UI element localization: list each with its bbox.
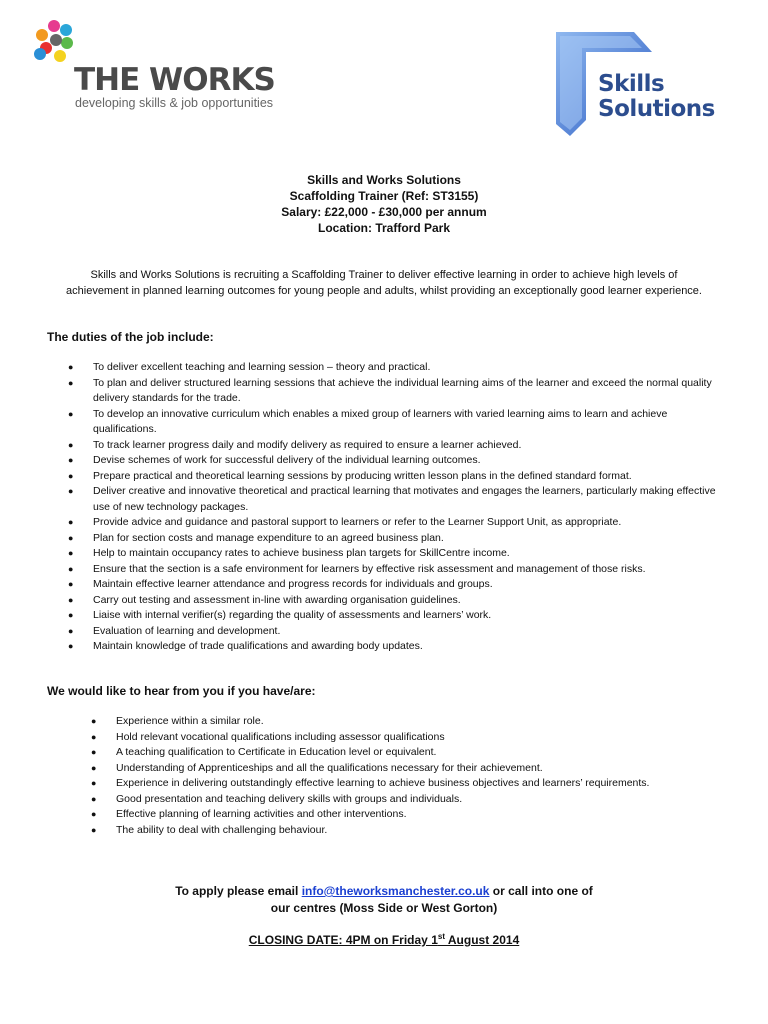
apply-suffix: or call into one of xyxy=(489,884,593,898)
skills-logo-text xyxy=(598,72,715,122)
list-item-text: Understanding of Apprenticeships and all the qualifications necessary for their achievement. xyxy=(116,761,543,774)
bullet-icon: ● xyxy=(68,455,74,465)
apply-instructions xyxy=(0,883,768,917)
intro-paragraph: Skills and Works Solutions is recruiting a Scaffolding Trainer to deliver effective learning in order to achieve high levels of achievement in planned learning outcomes for young people and adults, whilst providing an exceptionally good learner experience. xyxy=(66,269,702,297)
bullet-icon: ● xyxy=(91,716,97,726)
list-item-text: Experience in delivering outstandingly effective learning to achieve business objectives and learners’ requirements. xyxy=(116,777,650,789)
list-item xyxy=(91,776,736,792)
apply-email-link[interactable]: info@theworksmanchester.co.uk xyxy=(301,884,490,898)
list-item-text: Prepare practical and theoretical learning sessions by producing written lesson plans in the defined standard format. xyxy=(93,469,632,482)
list-item-text: Experience within a similar role. xyxy=(116,715,264,727)
list-item-text: The ability to deal with challenging behaviour. xyxy=(116,823,328,836)
list-item-text: Carry out testing and assessment in-line with awarding organisation guidelines. xyxy=(93,593,461,606)
bullet-icon: ● xyxy=(68,548,74,558)
list-item-text: To plan and deliver structured learning sessions that achieve the individual learning aims of the learner and exceed the normal quality delivery standards for the trade. xyxy=(93,376,712,404)
duties-list xyxy=(68,360,733,655)
logo-dot-icon xyxy=(61,37,73,49)
logo-dot-icon xyxy=(60,24,72,36)
bullet-icon: ● xyxy=(68,470,74,481)
skills-logo-line1: Skills xyxy=(598,71,665,97)
list-item-text: A teaching qualification to Certificate in Education level or equivalent. xyxy=(116,746,437,758)
list-item xyxy=(68,453,733,469)
logo-dot-icon xyxy=(36,29,48,41)
requirements-heading: We would like to hear from you if you have/are: xyxy=(47,684,316,698)
bullet-icon: ● xyxy=(68,625,74,636)
logo-dot-icon xyxy=(48,20,60,32)
closing-sup: st xyxy=(437,932,445,941)
list-item xyxy=(91,807,736,823)
list-item xyxy=(68,608,733,624)
list-item xyxy=(68,484,733,515)
list-item-text: Help to maintain occupancy rates to achieve business plan targets for SkillCentre income. xyxy=(93,547,510,559)
list-item-text: Liaise with internal verifier(s) regarding the quality of assessments and learners’ work. xyxy=(93,609,492,621)
salary: Salary: £22,000 - £30,000 per annum xyxy=(281,205,487,219)
list-item-text: Deliver creative and innovative theoretical and practical learning that motivates and engages the learners, particularly making effective use of new technology packages. xyxy=(93,485,716,513)
list-item xyxy=(68,546,733,562)
logo-dot-icon xyxy=(50,34,62,46)
bullet-icon: ● xyxy=(68,362,74,372)
list-item xyxy=(68,562,733,578)
bullet-icon: ● xyxy=(68,486,74,496)
works-logo-title: THE WORKS xyxy=(74,62,275,98)
skills-solutions-logo xyxy=(534,28,734,140)
closing-date xyxy=(0,932,768,947)
closing-suffix: August 2014 xyxy=(445,933,520,947)
list-item-text: Maintain knowledge of trade qualifications and awarding body updates. xyxy=(93,640,423,652)
list-item-text: Devise schemes of work for successful delivery of the individual learning outcomes. xyxy=(93,454,481,466)
location: Location: Trafford Park xyxy=(317,221,451,235)
list-item-text: To track learner progress daily and modify delivery as required to ensure a learner achieved. xyxy=(93,438,522,451)
list-item xyxy=(68,376,733,407)
list-item xyxy=(91,792,736,808)
list-item-text: To develop an innovative curriculum which enables a mixed group of learners with varied learning aims to learn and achieve qualifications. xyxy=(93,407,668,435)
list-item xyxy=(68,593,733,609)
bullet-icon: ● xyxy=(68,594,74,605)
bullet-icon: ● xyxy=(68,641,74,651)
list-item xyxy=(91,745,736,761)
requirements-list xyxy=(91,714,736,838)
bullet-icon: ● xyxy=(91,747,97,757)
list-item-text: Effective planning of learning activities and other interventions. xyxy=(116,808,407,820)
list-item xyxy=(68,407,733,438)
job-title: Scaffolding Trainer (Ref: ST3155) xyxy=(289,189,479,203)
skills-logo-line2: Solutions xyxy=(598,96,715,122)
list-item-text: Hold relevant vocational qualifications including assessor qualifications xyxy=(116,730,445,743)
list-item xyxy=(68,438,733,454)
bullet-icon: ● xyxy=(91,793,97,804)
list-item xyxy=(68,624,733,640)
bullet-icon: ● xyxy=(68,517,74,527)
bullet-icon: ● xyxy=(68,532,74,543)
list-item xyxy=(68,531,733,547)
apply-centres: our centres (Moss Side or West Gorton) xyxy=(270,901,498,915)
list-item-text: Evaluation of learning and development. xyxy=(93,624,281,637)
list-item-text: To deliver excellent teaching and learning session – theory and practical. xyxy=(93,361,431,373)
list-item xyxy=(91,730,736,746)
bullet-icon: ● xyxy=(91,824,97,835)
list-item-text: Maintain effective learner attendance and progress records for individuals and groups. xyxy=(93,578,493,590)
works-logo-tagline: developing skills & job opportunities xyxy=(75,96,274,110)
logo-dot-icon xyxy=(54,50,66,62)
list-item xyxy=(91,714,736,730)
bullet-icon: ● xyxy=(91,809,97,819)
job-header xyxy=(0,172,768,236)
logo-dot-icon xyxy=(34,48,46,60)
list-item xyxy=(68,577,733,593)
bullet-icon: ● xyxy=(91,762,97,773)
list-item xyxy=(68,360,733,376)
closing-prefix: CLOSING DATE: 4PM on Friday 1 xyxy=(248,933,438,947)
bullet-icon: ● xyxy=(68,439,74,450)
list-item xyxy=(91,823,736,839)
apply-prefix: To apply please email xyxy=(175,884,302,898)
list-item xyxy=(68,515,733,531)
list-item-text: Ensure that the section is a safe environment for learners by effective risk assessment and management of those risks. xyxy=(93,562,646,575)
list-item xyxy=(91,761,736,777)
bullet-icon: ● xyxy=(68,563,74,574)
bullet-icon: ● xyxy=(68,610,74,620)
org-name: Skills and Works Solutions xyxy=(307,173,461,187)
bullet-icon: ● xyxy=(91,731,97,742)
list-item-text: Plan for section costs and manage expenditure to an agreed business plan. xyxy=(93,531,444,544)
list-item-text: Good presentation and teaching delivery skills with groups and individuals. xyxy=(116,792,463,805)
duties-heading: The duties of the job include: xyxy=(47,330,214,344)
list-item xyxy=(68,469,733,485)
bullet-icon: ● xyxy=(68,579,74,589)
bullet-icon: ● xyxy=(68,377,74,388)
bullet-icon: ● xyxy=(91,778,97,788)
bullet-icon: ● xyxy=(68,408,74,419)
list-item-text: Provide advice and guidance and pastoral support to learners or refer to the Learner Support Unit, as appropriate. xyxy=(93,516,622,528)
the-works-logo xyxy=(34,20,304,112)
list-item xyxy=(68,639,733,655)
